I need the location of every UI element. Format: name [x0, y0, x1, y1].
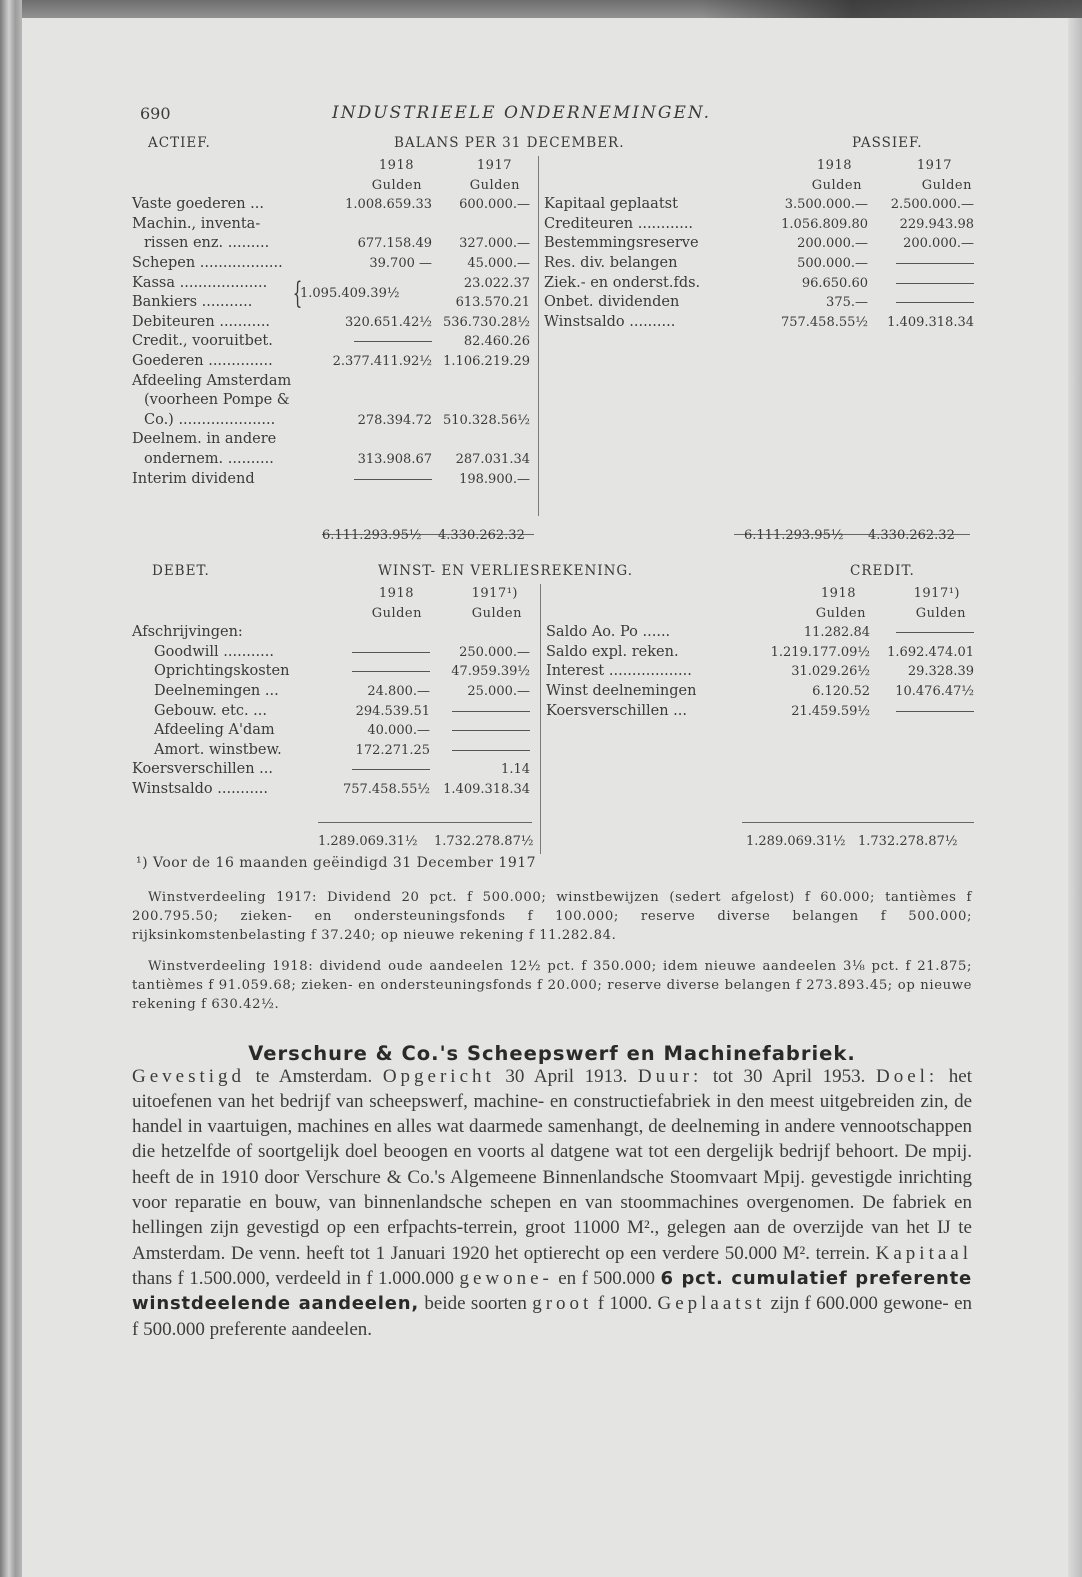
row-label: Afdeeling Amsterdam [132, 372, 292, 389]
row-label: Gebouw. etc. ... [154, 702, 267, 719]
balance-sheet [132, 156, 972, 516]
label-geplaatst: Geplaatst [657, 1293, 766, 1315]
value-1918: 40.000.— [367, 723, 430, 739]
table-row [546, 643, 974, 663]
row-label: Kassa ................... [132, 274, 268, 291]
actief-head: ACTIEF. [148, 135, 211, 151]
empty-value-dash [896, 254, 974, 274]
credit-column [546, 584, 974, 721]
row-label: Credit., vooruitbet. [132, 333, 273, 350]
value-1917: 1.409.318.34 [443, 781, 530, 797]
profit-distribution-1918: Winstverdeeling 1918: dividend oude aandeelen 12½ pct. f 350.000; idem nieuwe aandeelen 3⅛ pct. f 21.875; tantièmes f 91.059.68; zieken- en ondersteuningsfonds f 20.000; reserve diverse belangen f 273.893.45; op nieuwe rekening f 630.42½. [132, 959, 972, 1012]
empty-value-dash [354, 332, 432, 352]
table-row [132, 391, 532, 411]
value-1917: 1.409.318.34 [887, 314, 974, 330]
actief-rows [132, 195, 532, 489]
row-label: Koersverschillen ... [132, 761, 273, 778]
row-label: Bankiers ........... [132, 294, 253, 311]
year-1917-header: 1917 [476, 158, 512, 173]
table-row [546, 682, 974, 702]
table-row [544, 274, 974, 294]
pnl-totals [132, 832, 972, 852]
value-1918: 375.— [826, 295, 868, 311]
table-row [544, 234, 974, 254]
row-label: Goederen .............. [132, 352, 273, 369]
value-1918: 1.219.177.09½ [770, 644, 870, 660]
table-row [546, 702, 974, 722]
value-1917: 510.328.56½ [442, 412, 530, 428]
table-row [132, 682, 536, 702]
label-groot: groot [532, 1293, 593, 1315]
value-1918: 11.282.84 [803, 625, 870, 641]
value-1917: 10.476.47½ [895, 683, 974, 699]
value-1918: 96.650.60 [801, 275, 868, 291]
passief-total-1918: 6.111.293.95½ [744, 528, 844, 543]
value-1918: 21.459.59½ [791, 703, 870, 719]
value-1917: 200.000.— [903, 236, 974, 252]
year-1918-header: 1918 [820, 586, 856, 601]
value-1917: 1.14 [501, 762, 530, 778]
credit-total-1918: 1.289.069.31½ [746, 834, 846, 849]
balance-divider [538, 156, 539, 516]
row-label: Debiteuren ........... [132, 313, 271, 330]
row-label: ondernem. .......... [144, 450, 274, 467]
value-1917: 23.022.37 [463, 275, 530, 291]
value-1917: 45.000.— [467, 255, 530, 271]
row-label: Winst deelnemingen [546, 682, 697, 699]
unit-header: Gulden [915, 605, 966, 621]
table-row [132, 702, 536, 722]
running-title: INDUSTRIEELE ONDERNEMINGEN. [332, 103, 712, 123]
value-1918: 1.056.809.80 [781, 216, 868, 232]
label-gevestigd: Gevestigd [132, 1065, 246, 1087]
total-rule [742, 822, 974, 823]
page-content [132, 104, 972, 1342]
book-spine [0, 0, 22, 1577]
pnl-divider [540, 584, 541, 854]
row-label: Res. div. belangen [544, 254, 678, 271]
table-row [546, 623, 974, 643]
label-duur: Duur: [637, 1065, 703, 1087]
table-row [544, 195, 974, 215]
row-label: Amort. winstbew. [154, 741, 282, 758]
text-segment: beide soorten [419, 1293, 533, 1315]
passief-rows [544, 195, 974, 332]
row-label: Schepen .................. [132, 254, 283, 271]
label-gewone: gewone- [459, 1267, 553, 1289]
value-1918: 757.458.55½ [780, 314, 868, 330]
year-1918-header: 1918 [378, 158, 414, 173]
table-row [132, 195, 532, 215]
label-doel: Doel: [875, 1065, 939, 1087]
empty-value-dash [452, 721, 530, 741]
balance-totals [132, 516, 972, 556]
table-row [132, 721, 536, 741]
value-1918: 200.000.— [797, 236, 868, 252]
empty-value-dash [896, 293, 974, 313]
actief-total-1917: 4.330.262.32 [438, 528, 525, 543]
value-1917: 198.900.— [459, 471, 530, 487]
value-1918: 313.908.67 [357, 451, 432, 467]
value-1917: 287.031.34 [455, 451, 530, 467]
value-1917: 25.000.— [467, 683, 530, 699]
unit-header: Gulden [371, 605, 422, 621]
row-label: Winstsaldo .......... [544, 313, 676, 330]
table-row [544, 293, 974, 313]
text-segment: tot 30 April 1953. [702, 1065, 876, 1087]
table-row [132, 430, 532, 450]
debet-total-1917: 1.732.278.87½ [434, 834, 534, 849]
value-1917: 82.460.26 [463, 334, 530, 350]
value-1918: 2.377.411.92½ [332, 353, 432, 369]
row-label: Bestemmingsreserve [544, 235, 699, 252]
total-rule [318, 822, 532, 823]
value-1917: 47.959.39½ [451, 664, 530, 680]
value-1917: 536.730.28½ [442, 314, 530, 330]
value-1917: 2.500.000.— [890, 197, 974, 213]
year-1917-header: 1917¹) [471, 586, 518, 601]
value-1917: 250.000.— [459, 644, 530, 660]
text-segment: f 1000. [592, 1293, 658, 1315]
text-segment: het uitoefenen van het bedrijf van scheepswerf, machine- en constructiefabriek in den meest uitgebreiden zin, de handel in vaartuigen, machines en alles wat daarmede samenhangt, de deelneming in andere vennootschappen die hetzelfde of soortgelijk doel beoogen en voorts al datgene wat tot een dergelijk bedrijf behoort. De mpij. heeft de in 1910 door Verschure & Co.'s Algemeene Binnenlandsche Stoomvaart Mpij. gevestigde inrichting voor reparatie en bouw, van binnenlandsche schepen en van stoommachines overgenomen. De fabriek en hellingen zijn gevestigd op een erfpachts-terrein, groot 11000 M²., gelegen aan de overzijde van het IJ te Amsterdam. De venn. heeft tot 1 Januari 1920 het optierecht op een verdere 50.000 M². terrein. [132, 1065, 972, 1264]
row-label: Kapitaal geplaatst [544, 196, 678, 213]
page-right-edge [1068, 18, 1082, 1577]
value-1917: 229.943.98 [899, 216, 974, 232]
table-row [132, 623, 536, 643]
row-label: Deelnemingen ... [154, 682, 279, 699]
text-segment: te Amsterdam. [245, 1065, 383, 1087]
table-row [544, 215, 974, 235]
unit-header: Gulden [371, 177, 422, 193]
value-1918: 677.158.49 [357, 236, 432, 252]
unit-header: Gulden [815, 605, 866, 621]
value-1918: 24.800.— [367, 683, 430, 699]
value-1918: 294.539.51 [355, 703, 430, 719]
table-row [132, 741, 536, 761]
credit-total-1917: 1.732.278.87½ [858, 834, 958, 849]
kassa-bankiers-combined-1918: 1.095.409.39½ [300, 285, 400, 301]
row-label: Afdeeling A'dam [154, 722, 275, 739]
row-label: Koersverschillen ... [546, 702, 687, 719]
text-segment: thans f 1.500.000, verdeeld in f 1.000.000 [132, 1267, 460, 1289]
value-1918: 757.458.55½ [342, 781, 430, 797]
table-row [132, 450, 532, 470]
empty-value-dash [896, 274, 974, 294]
table-row [546, 662, 974, 682]
balance-heads [132, 134, 972, 156]
table-row [544, 313, 974, 333]
unit-header: Gulden [471, 605, 522, 621]
table-row [132, 662, 536, 682]
row-label: Deelnem. in andere [132, 431, 277, 448]
empty-value-dash [352, 643, 430, 663]
year-1917-header: 1917¹) [913, 586, 960, 601]
table-row [132, 411, 532, 431]
row-label: Crediteuren ............ [544, 215, 694, 232]
row-label: Goodwill ........... [154, 643, 274, 660]
row-label: Oprichtingskosten [154, 663, 290, 680]
unit-header: Gulden [469, 177, 520, 193]
profit-loss-account [132, 584, 974, 871]
company-description [132, 1064, 972, 1342]
value-1918: 320.651.42½ [344, 314, 432, 330]
row-label: Winstsaldo ........... [132, 780, 268, 797]
credit-head: CREDIT. [850, 563, 915, 579]
debet-head: DEBET. [152, 563, 210, 579]
row-label: Saldo Ao. Po ...... [546, 624, 671, 641]
value-1917: 327.000.— [459, 236, 530, 252]
company-title: Verschure & Co.'s Scheepswerf en Machinefabriek. [248, 1042, 856, 1065]
row-label: Afschrijvingen: [132, 624, 243, 641]
label-opgericht: Opgericht [382, 1065, 495, 1087]
value-1918: 3.500.000.— [784, 197, 868, 213]
text-segment: zijn f 600.000 gewone- en f 500.000 preferente aandeelen. [132, 1293, 972, 1340]
empty-value-dash [452, 702, 530, 722]
row-label: Co.) ..................... [144, 411, 276, 428]
row-label: Saldo expl. reken. [546, 643, 679, 660]
value-1917: 29.328.39 [907, 664, 974, 680]
value-1918: 278.394.72 [357, 412, 432, 428]
value-1917: 600.000.— [459, 197, 530, 213]
unit-header: Gulden [811, 177, 862, 193]
year-1918-header: 1918 [816, 158, 852, 173]
passief-column [544, 156, 974, 332]
debet-column [132, 584, 536, 800]
text-segment: en f 500.000 [552, 1267, 661, 1289]
table-row [132, 760, 536, 780]
pnl-heads [132, 562, 972, 584]
actief-total-1918: 6.111.293.95½ [322, 528, 422, 543]
credit-rows [546, 623, 974, 721]
table-row [132, 643, 536, 663]
row-label: Machin., inventa- [132, 215, 261, 232]
empty-value-dash [896, 702, 974, 722]
debet-total-1918: 1.289.069.31½ [318, 834, 418, 849]
value-1918: 172.271.25 [355, 742, 430, 758]
debet-rows [132, 623, 536, 799]
empty-value-dash [452, 741, 530, 761]
table-row [132, 215, 532, 235]
row-label: Interest .................. [546, 663, 692, 680]
actief-column [132, 156, 532, 489]
table-row [132, 372, 532, 392]
row-label: rissen enz. ......... [144, 235, 270, 252]
table-row [132, 780, 536, 800]
page-number: 690 [140, 104, 171, 123]
value-1917: 1.106.219.29 [443, 353, 530, 369]
value-1918: 1.008.659.33 [345, 197, 432, 213]
year-1917-header: 1917 [916, 158, 952, 173]
value-1917: 613.570.21 [455, 295, 530, 311]
empty-value-dash [352, 760, 430, 780]
value-1918: 500.000.— [797, 255, 868, 271]
value-1918: 6.120.52 [812, 683, 870, 699]
table-row [132, 234, 532, 254]
row-label: (voorheen Pompe & [144, 392, 290, 409]
table-row [132, 254, 532, 274]
table-row [132, 470, 532, 490]
brace-icon: { [292, 275, 303, 311]
preferred-shares-emphasis: 6 pct. cumulatief preferente winstdeelende aandeelen, [132, 1267, 972, 1315]
balance-title: BALANS PER 31 DECEMBER. [394, 135, 625, 151]
passief-total-1917: 4.330.262.32 [868, 528, 955, 543]
text-segment: 30 April 1913. [494, 1065, 638, 1087]
table-row [544, 254, 974, 274]
value-1918: 31.029.26½ [791, 664, 870, 680]
passief-head: PASSIEF. [852, 135, 923, 151]
row-label: Vaste goederen ... [132, 196, 264, 213]
row-label: Ziek.- en onderst.fds. [544, 274, 701, 291]
value-1918: 39.700 — [369, 255, 432, 271]
empty-value-dash [352, 662, 430, 682]
row-label: Onbet. dividenden [544, 294, 680, 311]
table-row [132, 352, 532, 372]
running-head [132, 104, 972, 134]
table-row [132, 313, 532, 333]
year-1918-header: 1918 [378, 586, 414, 601]
row-label: Interim dividend [132, 470, 255, 487]
empty-value-dash [896, 623, 974, 643]
unit-header: Gulden [921, 177, 972, 193]
label-kapitaal: Kapitaal [875, 1242, 972, 1264]
empty-value-dash [354, 470, 432, 490]
footnote: ¹) Voor de 16 maanden geëindigd 31 December 1917 [136, 855, 537, 871]
profit-distribution-1917: Winstverdeeling 1917: Dividend 20 pct. f 500.000; winstbewijzen (sedert afgelost) f 60.000; tantièmes f 200.795.50; zieken- en ondersteuningsfonds f 100.000; reserve diverse belangen f 500.000; rijksinkomstenbelasting f 37.240; op nieuwe rekening f 11.282.84. [132, 890, 972, 943]
pnl-title: WINST- EN VERLIESREKENING. [378, 563, 634, 579]
value-1917: 1.692.474.01 [887, 644, 974, 660]
table-row [132, 332, 532, 352]
